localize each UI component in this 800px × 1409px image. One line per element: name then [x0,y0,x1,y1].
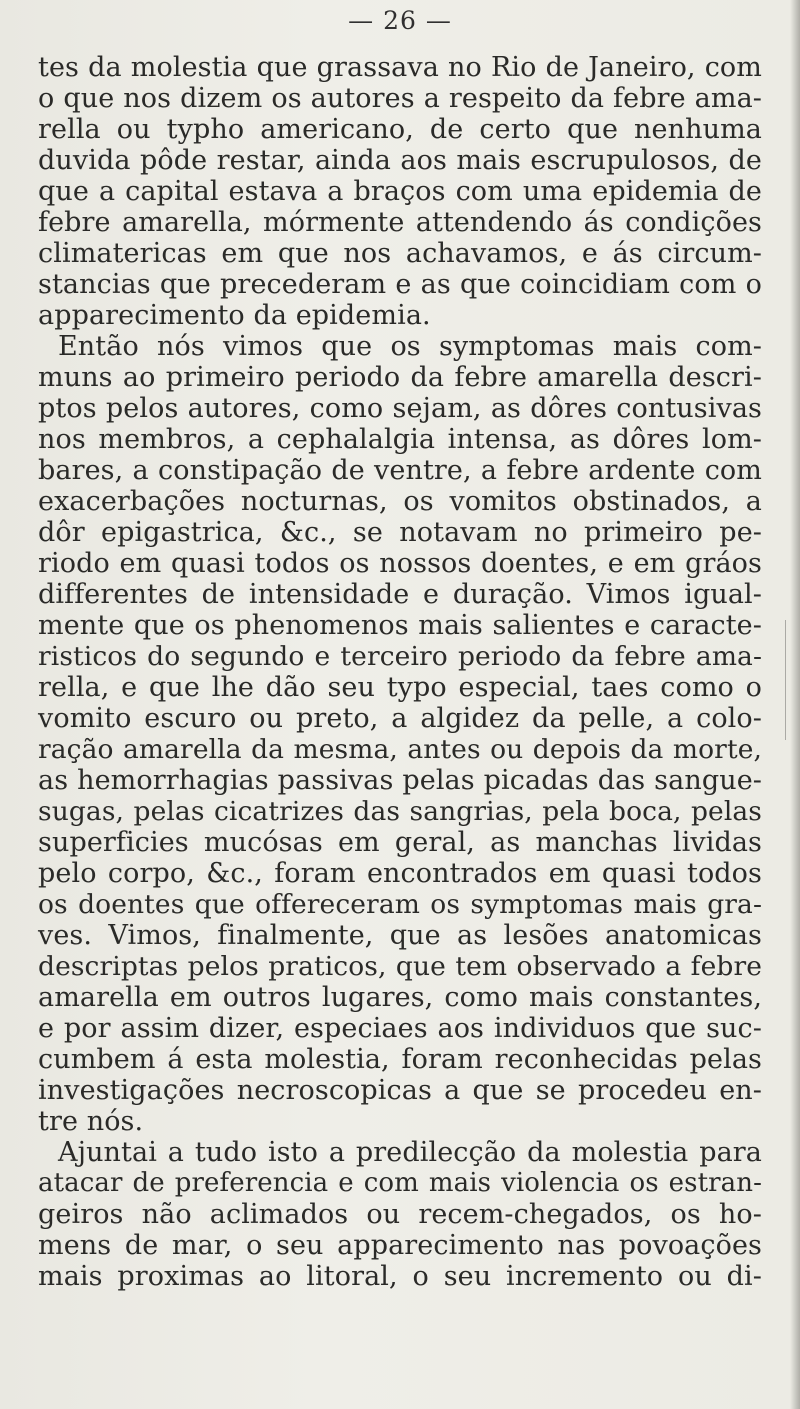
text-line: superficies mucósas em geral, as manchas lividas [38,827,762,858]
text-line: climatericas em que nos achavamos, e ás circum- [38,238,762,269]
text-line: febre amarella, mórmente attendendo ás condições [38,207,762,238]
text-line: tre nós. [38,1106,144,1137]
text-line: ves. Vimos, finalmente, que as lesões anatomicas [38,920,762,951]
text-line: sugas, pelas cicatrizes das sangrias, pela boca, pelas [38,796,762,827]
text-line: stancias que precederam e as que coincidiam com o [38,269,762,300]
text-line: exacerbações nocturnas, os vomitos obstinados, a [38,486,762,517]
text-line: e por assim dizer, especiaes aos individuos que suc- [38,1013,762,1044]
page-number: — 26 — [348,6,452,35]
text-line: rella ou typho americano, de certo que nenhuma [38,114,762,145]
text-line: apparecimento da epidemia. [38,300,431,331]
text-line: Então nós vimos que os symptomas mais com- [58,331,762,362]
page-edge-shadow [790,0,800,1409]
text-line: o que nos dizem os autores a respeito da febre ama- [38,83,762,114]
text-line: duvida pôde restar, ainda aos mais escrupulosos, de [38,145,762,176]
text-line: mais proximas ao litoral, o seu incremento ou di- [38,1261,762,1292]
text-line: geiros não aclimados ou recem-chegados, os ho- [38,1199,762,1230]
text-line: as hemorrhagias passivas pelas picadas das sangue- [38,765,762,796]
text-line: riodo em quasi todos os nossos doentes, e em gráos [38,548,762,579]
text-line: differentes de intensidade e duração. Vimos igual- [38,579,762,610]
text-line: atacar de preferencia e com mais violencia os estran- [38,1168,762,1198]
text-line: mens de mar, o seu apparecimento nas povoações [38,1230,762,1261]
text-line: descriptas pelos praticos, que tem observado a febre [38,951,762,982]
text-line: amarella em outros lugares, como mais constantes, [38,982,762,1013]
text-line: Ajuntai a tudo isto a predilecção da molestia para [58,1137,762,1168]
text-line: rella, e que lhe dão seu typo especial, taes como o [38,672,762,703]
text-line: tes da molestia que grassava no Rio de Janeiro, com [38,52,762,83]
page-edge-mark [785,620,786,740]
text-line: cumbem á esta molestia, foram reconhecidas pelas [38,1044,762,1075]
text-line: nos membros, a cephalalgia intensa, as dôres lom- [38,424,762,455]
text-line: mente que os phenomenos mais salientes e caracte- [38,610,762,641]
text-line: os doentes que offereceram os symptomas mais gra- [38,889,762,920]
text-line: pelo corpo, &c., foram encontrados em quasi todos [38,858,762,889]
text-line: ptos pelos autores, como sejam, as dôres contusivas [38,393,762,424]
text-line: investigações necroscopicas a que se procedeu en- [38,1075,762,1106]
text-line: ração amarella da mesma, antes ou depois da morte, [38,734,762,765]
text-line: bares, a constipação de ventre, a febre ardente com [38,455,762,486]
text-line: muns ao primeiro periodo da febre amarella descri- [38,362,762,393]
text-line: risticos do segundo e terceiro periodo da febre ama- [38,641,762,672]
body-text [38,52,762,1292]
text-line: dôr epigastrica, &c., se notavam no primeiro pe- [38,517,762,548]
text-line: vomito escuro ou preto, a algidez da pelle, a colo- [38,703,762,734]
text-line: que a capital estava a braços com uma epidemia de [38,176,762,207]
